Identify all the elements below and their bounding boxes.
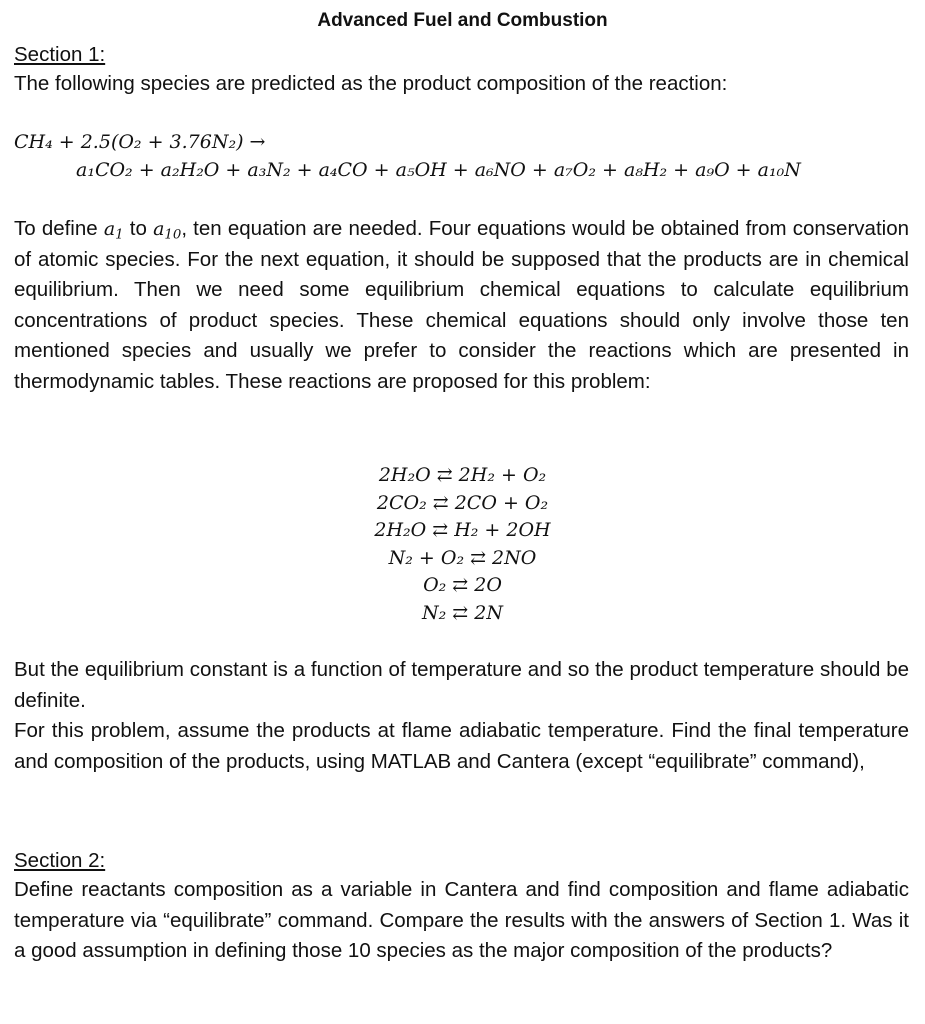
section-1-paragraph-3: For this problem, assume the products at flame adiabatic temperature. Find the final temperature and composition of the products, using MATLAB and Cantera (except “equilibrate” command),	[14, 719, 909, 773]
section-1-body	[14, 214, 909, 397]
equilibrium-reactions	[0, 462, 925, 627]
reaction-equation-line-1: CH₄ + 2.5(O₂ + 3.76N₂) →	[14, 131, 266, 153]
coefficient-a1: $a_1$	[103, 218, 124, 243]
section-1-intro: The following species are predicted as the product composition of the reaction:	[14, 72, 728, 95]
reaction-3: 2H₂O ⇄ H₂ + 2OH	[374, 519, 551, 541]
reaction-5: O₂ ⇄ 2O	[423, 574, 502, 596]
body-rest: , ten equation are needed. Four equations would be obtained from conservation of atomic species. For the next equation, it should be supposed that the products are in chemical equilibrium. Then we need some equilibrium chemical equations to calculate equilibrium concentrations of product species. These chemical equations should only involve those ten mentioned species and usually we prefer to consider the reactions which are presented in thermodynamic tables. These reactions are proposed for this problem:	[14, 217, 909, 393]
body-prefix: To define	[14, 217, 104, 240]
section-1-heading: Section 1:	[14, 43, 106, 66]
reaction-equation-line-2: a₁CO₂ + a₂H₂O + a₃N₂ + a₄CO + a₅OH + a₆NO + a₇O₂ + a₈H₂ + a₉O + a₁₀N	[76, 159, 801, 181]
coefficient-a10: $a_{10}$	[153, 218, 182, 243]
section-1-paragraph-2: But the equilibrium constant is a function of temperature and so the product temperature should be definite.	[14, 658, 909, 712]
body-mid: to	[123, 217, 154, 240]
document-title: Advanced Fuel and Combustion	[317, 10, 608, 31]
section-2-heading: Section 2:	[14, 849, 106, 872]
reaction-1: 2H₂O ⇄ 2H₂ + O₂	[378, 464, 547, 486]
reaction-2: 2CO₂ ⇄ 2CO + O₂	[376, 491, 549, 514]
section-2-body: Define reactants composition as a variable in Cantera and find composition and flame adiabatic temperature via “equilibrate” command. Compare the results with the answers of Section 1. Was it a good assumption in defining those 10 species as the major composition of the products?	[14, 878, 909, 962]
reaction-6: N₂ ⇄ 2N	[422, 601, 503, 624]
reaction-4: N₂ + O₂ ⇄ 2NO	[388, 546, 537, 569]
